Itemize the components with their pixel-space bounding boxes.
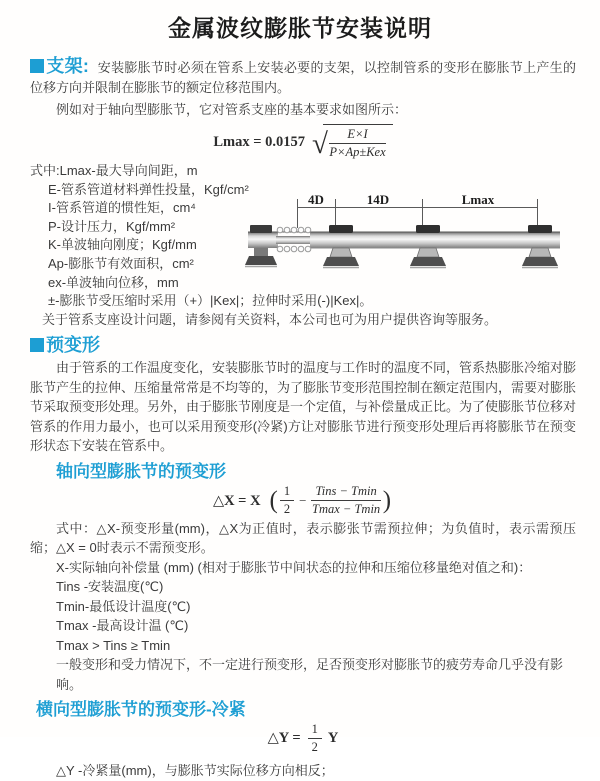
- definition-line: I-管系管道的惯性矩，cm⁴: [48, 200, 196, 216]
- note-line: 式中：△X-预变形量(mm)，△X为正值时，表示膨张节需预拉伸；为负值时，表示需预压缩；△X = 0时表示不需预变形。: [30, 520, 576, 556]
- subsection-axial-heading: 轴向型膨胀节的预变形: [56, 461, 226, 481]
- note-line: Tmax -最高设计温 (℃): [56, 618, 189, 634]
- formula-lmax-radicand: [323, 124, 392, 160]
- support-section-paragraph: [30, 56, 576, 98]
- note-line: Tins -安装温度(℃): [56, 579, 164, 595]
- formula-dy-lhs: △Y =: [267, 730, 301, 747]
- formula-lmax-denominator: P×Ap±Kex: [329, 145, 386, 159]
- temp-denominator: Tmax − Tmin: [312, 502, 381, 517]
- formula-dx-temp-fraction: [311, 484, 380, 517]
- support-section-heading-label: 支架:: [46, 56, 89, 76]
- pipe-support-diagram-svg: [246, 188, 598, 288]
- definition-line: E-管系管道材料弹性投量，Kgf/cm²: [48, 181, 249, 197]
- predeform-heading-label: 预变形: [46, 335, 100, 356]
- definition-line: K-单波轴向刚度；Kgf/mm: [48, 237, 197, 253]
- support-section-text: 安装膨胀节时必须在管系上安装必要的支架，以控制管系的变形在膨胀节上产生的位移方向并限制在膨胀节的额定位移范围内。: [30, 60, 576, 95]
- section-marker-icon: [30, 338, 44, 352]
- definitions-block: [30, 162, 576, 329]
- formula-delta-y: [30, 721, 576, 754]
- dimension-lines: [297, 199, 538, 228]
- note-line: Tmin-最低设计温度(℃): [56, 598, 191, 614]
- definition-line: 关于管系支座设计问题，请参阅有关资料，本公司也可为用户提供咨询等服务。: [42, 311, 498, 327]
- formula-dx-lhs: △X = X: [212, 492, 261, 509]
- definition-line: P-设计压力，Kgf/mm²: [48, 218, 176, 234]
- half-denominator: 2: [283, 502, 291, 517]
- predeform-section-heading: [30, 335, 576, 355]
- section-marker-icon: [30, 59, 44, 73]
- dim-label-14d: 14D: [366, 192, 390, 207]
- half-numerator: 1: [280, 484, 294, 501]
- note-line: 一般变形和受力情况下，不一定进行预变形，足否预变形对膨胀节的疲劳寿命几乎没有影响。: [56, 657, 564, 692]
- open-paren: (: [269, 487, 278, 515]
- formula-dx-half-fraction: [280, 484, 294, 517]
- lateral-note: △Y -冷紧量(mm)，与膨胀节实际位移方向相反；: [56, 763, 334, 779]
- definition-line: Ap-膨胀节有效面积，cm²: [48, 255, 194, 271]
- definition-line: 式中:Lmax-最大导向间距，m: [30, 163, 198, 178]
- pipe: [248, 232, 560, 248]
- note-line: X-实际轴向补偿量 (mm) (相对于膨胀节中间状态的拉伸和压缩位移量绝对值之和)：: [56, 559, 532, 575]
- formula-lmax-fraction: [329, 127, 385, 160]
- radical-sign: √: [311, 127, 328, 160]
- predeform-paragraph: 由于管系的工作温度变化，安装膨胀节时的温度与工作时的温度不同，管系热膨胀冷缩对膨胀节产生的拉伸、压缩量常常是不均等的，为了膨胀节变形范围控制在额定范围内，需要对膨胀节采取预变形处理。另外，由于膨胀节刚度是一个定值，与补偿量成正比。为了使膨胀节位移对管系的作用力最小，也可以采用预变形(冷紧)方让对膨胀节进行预变形处理后再将膨胀节在预变形状态下安装在管系中。: [30, 360, 577, 454]
- definition-line: ±-膨胀节受压缩时采用（+）|Kex|；拉伸时采用(-)|Kex|。: [48, 293, 373, 309]
- formula-delta-x: [30, 485, 576, 517]
- note-line: Tmax > Tins ≥ Tmin: [56, 637, 171, 653]
- pipe-support-diagram: [246, 188, 598, 288]
- temp-numerator: Tins − Tmin: [311, 484, 380, 501]
- support-example-text: 例如对于轴向型膨胀节，它对管系支座的基本要求如图所示：: [56, 102, 408, 117]
- support-section-heading: [30, 56, 89, 76]
- dy-numerator: 1: [308, 722, 322, 739]
- minus-operator: −: [299, 492, 307, 508]
- definition-line: ex-单波轴向位移，mm: [48, 274, 179, 290]
- dim-label-4d: 4D: [308, 192, 324, 207]
- subsection-lateral-heading: 横向型膨胀节的预变形-冷紧: [36, 700, 246, 720]
- formula-lmax-lhs: Lmax = 0.0157: [213, 134, 305, 150]
- axial-notes-block: [30, 519, 576, 695]
- close-paren: ): [382, 487, 392, 515]
- page-title: 金属波纹膨胀节安装说明: [168, 15, 432, 41]
- formula-lmax: [30, 124, 576, 160]
- document-content: [0, 56, 600, 781]
- formula-dy-rhs: Y: [327, 730, 339, 747]
- formula-dy-fraction: [308, 722, 322, 755]
- dim-label-lmax: Lmax: [461, 192, 495, 207]
- formula-lmax-numerator: E×I: [329, 127, 385, 144]
- dy-denominator: 2: [311, 739, 318, 754]
